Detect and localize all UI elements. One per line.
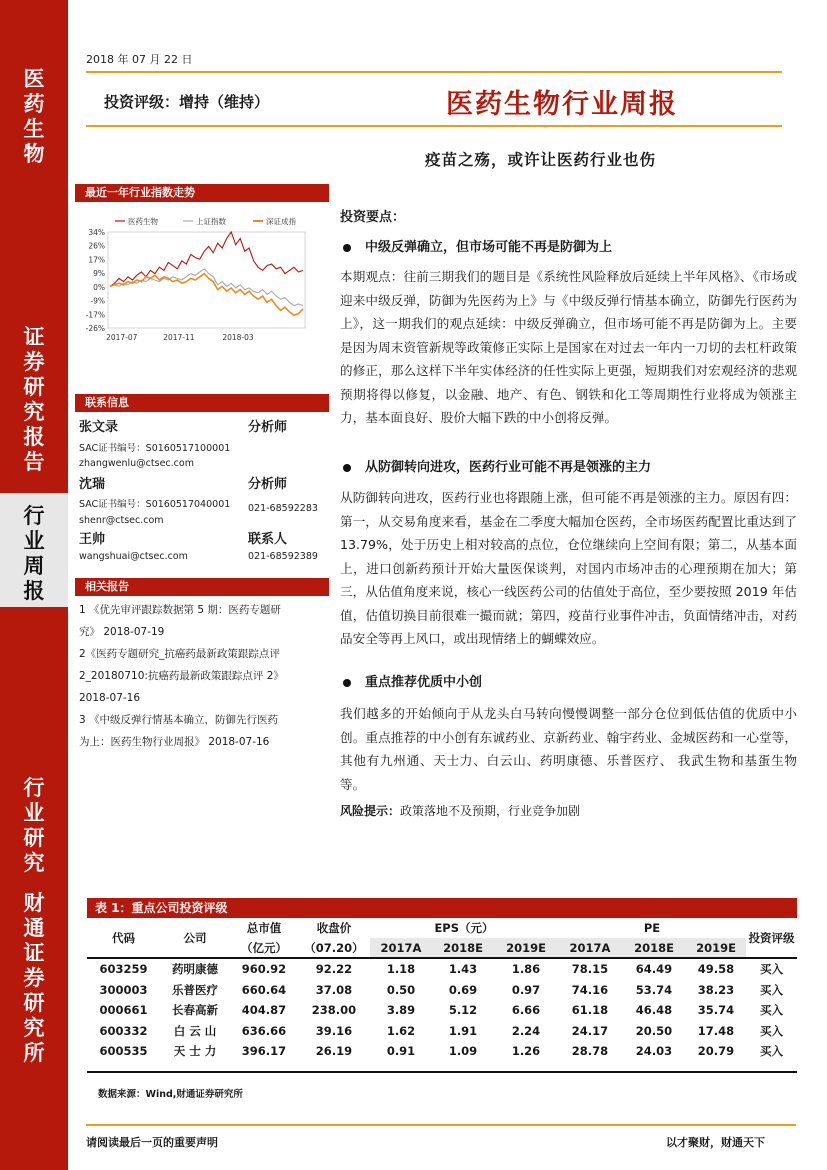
table-row [87, 959, 797, 980]
cell-pe-2019: 35.74 [697, 1003, 735, 1018]
point-2-heading: 从防御转向进攻，医药行业可能不再是领涨的主力 [343, 456, 651, 475]
cell-close: 238.00 [311, 1003, 357, 1018]
point-1-body: 本期观点：往前三期我们的题目是《系统性风险释放后延续上半年风格》、《市场或迎来中级反弹，防御为先医药为上》与《中级反弹行情基本确立，防御先行医药为上》，这一期我们的观点延续：中级反弹确立，但市场可能不再是防御为上。主要是因为周末资管新规等政策修正实际上是国家在对过去一年内一刀切的去杠杆政策的修正，那么这样下半年实体经济的任性实际上更强，短期我们对宏观经济的悲观预期将得以修复，以金融、地产、有色、钢铁和化工等周期性行业将成为领涨主力，基本面良好、股价大幅下跌的中小创将反弹。 [340, 269, 797, 425]
legend-label-3: 深证成指 [266, 217, 296, 226]
rating-table [87, 918, 797, 1062]
cell-company: 天 士 力 [173, 1044, 217, 1059]
cell-mcap: 960.92 [241, 962, 287, 977]
point-1-heading: 中级反弹确立，但市场可能不再是防御为上 [343, 236, 612, 255]
cell-company: 白 云 山 [173, 1023, 217, 1038]
contact-2-role: 分析师 [248, 477, 288, 492]
cell-eps-2019: 6.66 [511, 1003, 541, 1018]
cell-close: 39.16 [315, 1023, 353, 1038]
col-year: 2019E [686, 938, 746, 958]
cell-pe-2017: 24.17 [571, 1023, 609, 1038]
footer-divider [86, 1124, 796, 1126]
footer-disclaimer: 请阅读最后一页的重要声明 [86, 1136, 218, 1149]
col-mcap: 总市值 [246, 921, 282, 935]
y-tick-label: -9% [90, 296, 105, 306]
y-tick-label: 17% [88, 255, 105, 265]
cell-eps-2017: 0.91 [386, 1044, 416, 1059]
point-3-body: 我们越多的开始倾向于从龙头白马转向慢慢调整一部分仓位到低估值的优质中小创。重点推荐的中小创有东诚药业、京新药业、翰宇药业、金城医药和一心堂等，其他有九州通、天士力、白云山、药明康德、乐普医疗、 我武生物和基蛋生物等。 [340, 706, 797, 792]
contact-3-name: 王帅 [79, 532, 106, 547]
sidebar-category: 行 业 周 报 [23, 503, 45, 603]
cell-rating: 买入 [760, 962, 783, 977]
contact-3-role: 联系人 [248, 532, 288, 547]
col-company: 公司 [183, 930, 207, 945]
col-code: 代码 [112, 930, 135, 945]
y-tick-label: -17% [85, 310, 105, 320]
contact-2-sac: SAC证书编号：S0160517040001 [79, 499, 231, 510]
col-year: 2018E [432, 938, 494, 958]
cell-mcap: 660.64 [241, 982, 287, 997]
cell-pe-2019: 38.23 [697, 982, 735, 997]
related-reports-list [79, 599, 327, 753]
col-year: 2018E [622, 938, 686, 958]
cell-mcap: 404.87 [241, 1003, 287, 1018]
contact-1-sac: SAC证书编号：S0160517100001 [79, 443, 231, 454]
cell-eps-2017: 0.50 [386, 982, 416, 997]
cell-eps-2019: 1.86 [511, 962, 541, 977]
cell-code: 000661 [99, 1003, 148, 1018]
table-row [87, 1021, 797, 1042]
cell-code: 600332 [99, 1023, 148, 1038]
y-tick-label: 26% [88, 241, 105, 251]
table-row [87, 1041, 797, 1062]
cell-eps-2017: 3.89 [386, 1003, 416, 1018]
cell-eps-2018: 1.09 [448, 1044, 478, 1059]
contact-3-email[interactable]: wangshuai@ctsec.com [79, 551, 188, 562]
x-tick-label: 2017-11 [163, 333, 195, 342]
cell-pe-2018: 53.74 [635, 982, 673, 997]
investment-rating: 投资评级：增持（维持） [104, 93, 270, 111]
y-tick-label: -26% [85, 324, 105, 333]
series-line-1 [110, 232, 303, 286]
cell-company: 药明康德 [172, 962, 218, 977]
cell-pe-2018: 46.48 [635, 1003, 673, 1018]
cell-pe-2018: 24.03 [635, 1044, 673, 1059]
y-tick-label: 0% [93, 282, 105, 292]
related-reports-title: 相关报告 [75, 578, 329, 596]
report-subtitle: 疫苗之殇，或许让医药行业也伤 [425, 150, 657, 169]
footer-slogan: 以才聚财，财通天下 [666, 1136, 765, 1149]
cell-pe-2019: 17.48 [697, 1023, 735, 1038]
header-divider-top [86, 71, 782, 73]
y-tick-label: 9% [93, 269, 105, 279]
key-points-title: 投资要点： [340, 210, 406, 225]
sidebar-institute: 财 通 证 券 研 究 所 [23, 890, 45, 1065]
contact-1-email[interactable]: zhangwenlu@ctsec.com [79, 458, 194, 469]
contact-1-name: 张文录 [79, 420, 119, 435]
cell-pe-2019: 20.79 [697, 1044, 735, 1059]
legend-label-2: 上证指数 [196, 217, 226, 226]
cell-pe-2018: 20.50 [635, 1023, 673, 1038]
cell-pe-2019: 49.58 [697, 962, 735, 977]
x-tick-label: 2018-03 [222, 333, 254, 342]
related-report-3[interactable]: 3 《中级反弹行情基本确立，防御先行医药 为上：医药生物行业周报》 2018-07-16 [79, 714, 279, 748]
col-pe: PE [643, 921, 661, 935]
table-row [87, 980, 797, 1001]
col-close-date: （07.20） [298, 938, 370, 958]
table-bottom-rule [87, 1071, 797, 1073]
cell-rating: 买入 [760, 1023, 783, 1038]
sidebar-band [0, 0, 68, 1170]
col-eps: EPS（元） [434, 921, 494, 935]
cell-eps-2018: 0.69 [448, 982, 478, 997]
legend-label-1: 医药生物 [128, 217, 158, 226]
cell-code: 603259 [99, 962, 148, 977]
risk-warning: 风险提示：政策落地不及预期，行业竞争加剧 [340, 804, 581, 818]
table-source: 数据来源：Wind,财通证券研究所 [98, 1089, 243, 1100]
y-tick-label: 34% [88, 228, 105, 237]
bullet-dot-icon [343, 679, 351, 687]
contact-1-role: 分析师 [248, 420, 288, 435]
header-divider-bottom [86, 125, 782, 127]
cell-mcap: 636.66 [241, 1023, 287, 1038]
col-year: 2017A [370, 938, 432, 958]
sidebar-sector: 医 药 生 物 [23, 66, 45, 166]
cell-pe-2017: 74.16 [571, 982, 609, 997]
cell-pe-2017: 61.18 [571, 1003, 609, 1018]
contacts-section-title: 联系信息 [75, 394, 329, 412]
cell-close: 37.08 [315, 982, 353, 997]
table-row [87, 1000, 797, 1021]
col-year: 2019E [494, 938, 558, 958]
cell-mcap: 396.17 [241, 1044, 287, 1059]
cell-close: 92.22 [315, 962, 353, 977]
cell-eps-2018: 1.91 [448, 1023, 478, 1038]
cell-eps-2019: 2.24 [511, 1023, 541, 1038]
cell-pe-2018: 64.49 [635, 962, 673, 977]
chart-section-title: 最近一年行业指数走势 [75, 184, 329, 202]
cell-company: 乐普医疗 [172, 982, 218, 997]
point-2-body: 从防御转向进攻，医药行业也将跟随上涨，但可能不再是领涨的主力。原因有四：第一，从交易角度来看，基金在二季度大幅加仓医药，全市场医药配置比重达到了 13.79%，处于历史上相对较高的点位，仓位继续向上空间有限；第二，从基本面上，进口创新药预计开始大量医保谈判，对国内市场冲击的心理预期在加大；第三，从估值角度来说，核心一线医药公司的估值处于高位，至少要按照 2019 年估值，估值切换目前很难一撮而就；第四，疫苗行业事件冲击，负面情绪冲击，对药品安全等再上风口，或出现情绪上的蝴蝶效应。 [340, 490, 797, 646]
cell-eps-2019: 1.26 [511, 1044, 541, 1059]
cell-pe-2017: 78.15 [571, 962, 609, 977]
contact-2-name: 沈瑞 [79, 477, 106, 492]
cell-rating: 买入 [760, 1003, 783, 1018]
cell-rating: 买入 [760, 982, 783, 997]
cell-rating: 买入 [760, 1044, 783, 1059]
col-year: 2017A [558, 938, 622, 958]
col-rating: 投资评级 [748, 930, 795, 945]
cell-code: 600535 [99, 1044, 148, 1059]
contact-2-phone: 021-68592283 [248, 503, 318, 514]
col-mcap-unit: （亿元） [230, 938, 298, 958]
related-report-2[interactable]: 2《医药专题研究_抗癌药最新政策跟踪点评 2_20180710:抗癌药最新政策跟踪点评 2》 2018-07-16 [79, 648, 284, 704]
table-title: 表 1：重点公司投资评级 [87, 898, 797, 918]
related-report-1[interactable]: 1 《优先审评跟踪数据第 5 期：医药专题研 究》 2018-07-19 [79, 604, 281, 638]
cell-eps-2017: 1.18 [386, 962, 416, 977]
cell-eps-2017: 1.62 [386, 1023, 416, 1038]
report-date: 2018 年 07 月 22 日 [86, 53, 193, 66]
cell-eps-2018: 1.43 [448, 962, 478, 977]
col-close: 收盘价 [316, 921, 352, 935]
bullet-dot-icon [343, 464, 351, 472]
x-tick-label: 2017-07 [106, 333, 138, 342]
contact-3-phone: 021-68592389 [248, 551, 318, 562]
cell-company: 长春高新 [172, 1003, 218, 1018]
contact-2-email[interactable]: shenr@ctsec.com [79, 515, 164, 526]
bullet-dot-icon [343, 244, 351, 252]
industry-index-chart [75, 208, 329, 348]
sidebar-category-panel [0, 493, 68, 607]
cell-close: 26.19 [315, 1044, 353, 1059]
sidebar-research: 行 业 研 究 [23, 775, 45, 875]
sidebar-report-kind: 证 券 研 究 报 告 [23, 324, 45, 474]
cell-pe-2017: 28.78 [571, 1044, 609, 1059]
cell-code: 300003 [99, 982, 148, 997]
page-title: 医药生物行业周报 [446, 89, 678, 120]
point-3-heading: 重点推荐优质中小创 [343, 671, 482, 690]
cell-eps-2018: 5.12 [448, 1003, 478, 1018]
cell-eps-2019: 0.97 [511, 982, 541, 997]
